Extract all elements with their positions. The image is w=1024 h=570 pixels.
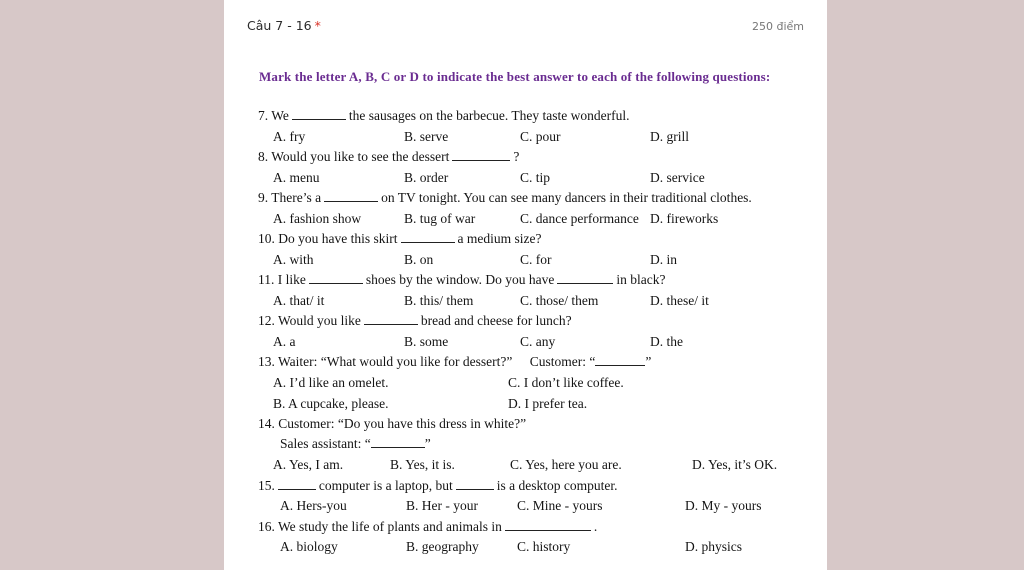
options-12 (224, 332, 827, 352)
option-d: D. grill (650, 129, 689, 144)
option-d: D. physics (685, 539, 742, 554)
option-d: D. fireworks (650, 211, 719, 226)
question-number: 16. (258, 519, 275, 534)
question-text: . (593, 519, 598, 534)
question-12 (258, 311, 572, 331)
answer-blank (278, 477, 316, 490)
options-10 (224, 250, 827, 270)
question-text: We study the life of plants and animals in (278, 519, 502, 534)
option-a: A. I’d like an omelet. (273, 375, 389, 390)
option-a: A. biology (280, 539, 338, 554)
option-a: A. that/ it (273, 293, 325, 308)
question-text: Would you like (278, 313, 361, 328)
question-text: We (271, 108, 289, 123)
options-15 (224, 496, 827, 516)
question-text: bread and cheese for lunch? (420, 313, 572, 328)
question-text: Would you like to see the dessert (271, 149, 450, 164)
question-number: 15. (258, 478, 275, 493)
answer-blank (371, 435, 425, 448)
option-b: B. this/ them (404, 293, 474, 308)
question-text: in black? (616, 272, 666, 287)
question-15 (258, 476, 617, 496)
option-b: B. some (404, 334, 449, 349)
question-8 (258, 147, 519, 167)
question-text: ” (424, 436, 431, 451)
question-7 (258, 106, 629, 126)
options-16 (224, 537, 827, 557)
option-c: C. Mine - yours (517, 498, 603, 513)
question-9 (258, 188, 752, 208)
question-14-response (280, 434, 431, 454)
option-b: B. Yes, it is. (390, 457, 455, 472)
question-text: is a desktop computer. (496, 478, 618, 493)
option-d: D. in (650, 252, 677, 267)
option-d: D. the (650, 334, 683, 349)
question-text: ” (645, 354, 652, 369)
answer-blank (456, 477, 494, 490)
answer-blank (401, 230, 455, 243)
question-number: 14. (258, 416, 275, 431)
question-text: on TV tonight. You can see many dancers in their traditional clothes. (381, 190, 752, 205)
option-b: B. on (404, 252, 434, 267)
options-14 (224, 455, 827, 475)
option-a: A. fry (273, 129, 306, 144)
options-11 (224, 291, 827, 311)
question-11 (258, 270, 665, 290)
option-d: D. My - yours (685, 498, 762, 513)
options-13-row1 (224, 373, 827, 393)
question-number: 8. (258, 149, 269, 164)
option-c: C. pour (520, 129, 561, 144)
question-number: 7. (258, 108, 269, 123)
question-text: Do you have this skirt (278, 231, 398, 246)
option-b: B. A cupcake, please. (273, 396, 389, 411)
answer-blank (595, 353, 645, 366)
option-c: C. any (520, 334, 556, 349)
option-b: B. order (404, 170, 449, 185)
question-text: Customer: “Do you have this dress in white?” (278, 416, 527, 431)
option-c: C. tip (520, 170, 551, 185)
option-d: D. service (650, 170, 705, 185)
option-c: C. for (520, 252, 552, 267)
option-c: C. Yes, here you are. (510, 457, 622, 472)
question-10 (258, 229, 541, 249)
option-c: C. I don’t like coffee. (508, 375, 624, 390)
option-b: B. Her - your (406, 498, 478, 513)
question-text: There’s a (271, 190, 322, 205)
question-13 (258, 352, 651, 372)
question-number: 9. (258, 190, 269, 205)
answer-blank (452, 148, 510, 161)
required-asterisk: * (314, 18, 321, 33)
answer-blank (292, 107, 346, 120)
answer-blank (364, 312, 418, 325)
question-number: 11. (258, 272, 275, 287)
option-c: C. dance performance (520, 211, 639, 226)
option-d: D. Yes, it’s OK. (692, 457, 778, 472)
option-b: B. tug of war (404, 211, 476, 226)
question-title (247, 18, 321, 33)
option-a: A. with (273, 252, 314, 267)
question-text: a medium size? (457, 231, 542, 246)
option-d: D. I prefer tea. (508, 396, 588, 411)
question-16 (258, 517, 597, 537)
option-d: D. these/ it (650, 293, 709, 308)
option-b: B. geography (406, 539, 479, 554)
option-c: C. those/ them (520, 293, 599, 308)
question-text: shoes by the window. Do you have (365, 272, 555, 287)
option-b: B. serve (404, 129, 449, 144)
option-a: A. fashion show (273, 211, 362, 226)
question-text: Sales assistant: “ (280, 436, 371, 451)
question-text: the sausages on the barbecue. They taste wonderful. (348, 108, 630, 123)
question-card (224, 0, 827, 570)
answer-blank (324, 189, 378, 202)
instruction-text: Mark the letter A, B, C or D to indicate the best answer to each of the following questions: (259, 69, 771, 84)
question-text: computer is a laptop, but (318, 478, 453, 493)
points-label: 250 điểm (751, 20, 804, 33)
question-title-text: Câu 7 - 16 (247, 18, 312, 33)
options-9 (224, 209, 827, 229)
question-text: Customer: “ (529, 354, 596, 369)
option-c: C. history (517, 539, 571, 554)
answer-blank (309, 271, 363, 284)
question-number: 13. (258, 354, 275, 369)
option-a: A. Hers-you (280, 498, 347, 513)
question-text: I like (277, 272, 306, 287)
option-a: A. a (273, 334, 296, 349)
options-13-row2 (224, 394, 827, 414)
question-text: Waiter: “What would you like for dessert?” (278, 354, 513, 369)
option-a: A. Yes, I am. (273, 457, 344, 472)
options-8 (224, 168, 827, 188)
option-a: A. menu (273, 170, 320, 185)
answer-blank (557, 271, 613, 284)
question-text: ? (513, 149, 520, 164)
question-14 (258, 414, 526, 434)
question-number: 10. (258, 231, 275, 246)
answer-blank (505, 518, 591, 531)
options-7 (224, 127, 827, 147)
question-number: 12. (258, 313, 275, 328)
